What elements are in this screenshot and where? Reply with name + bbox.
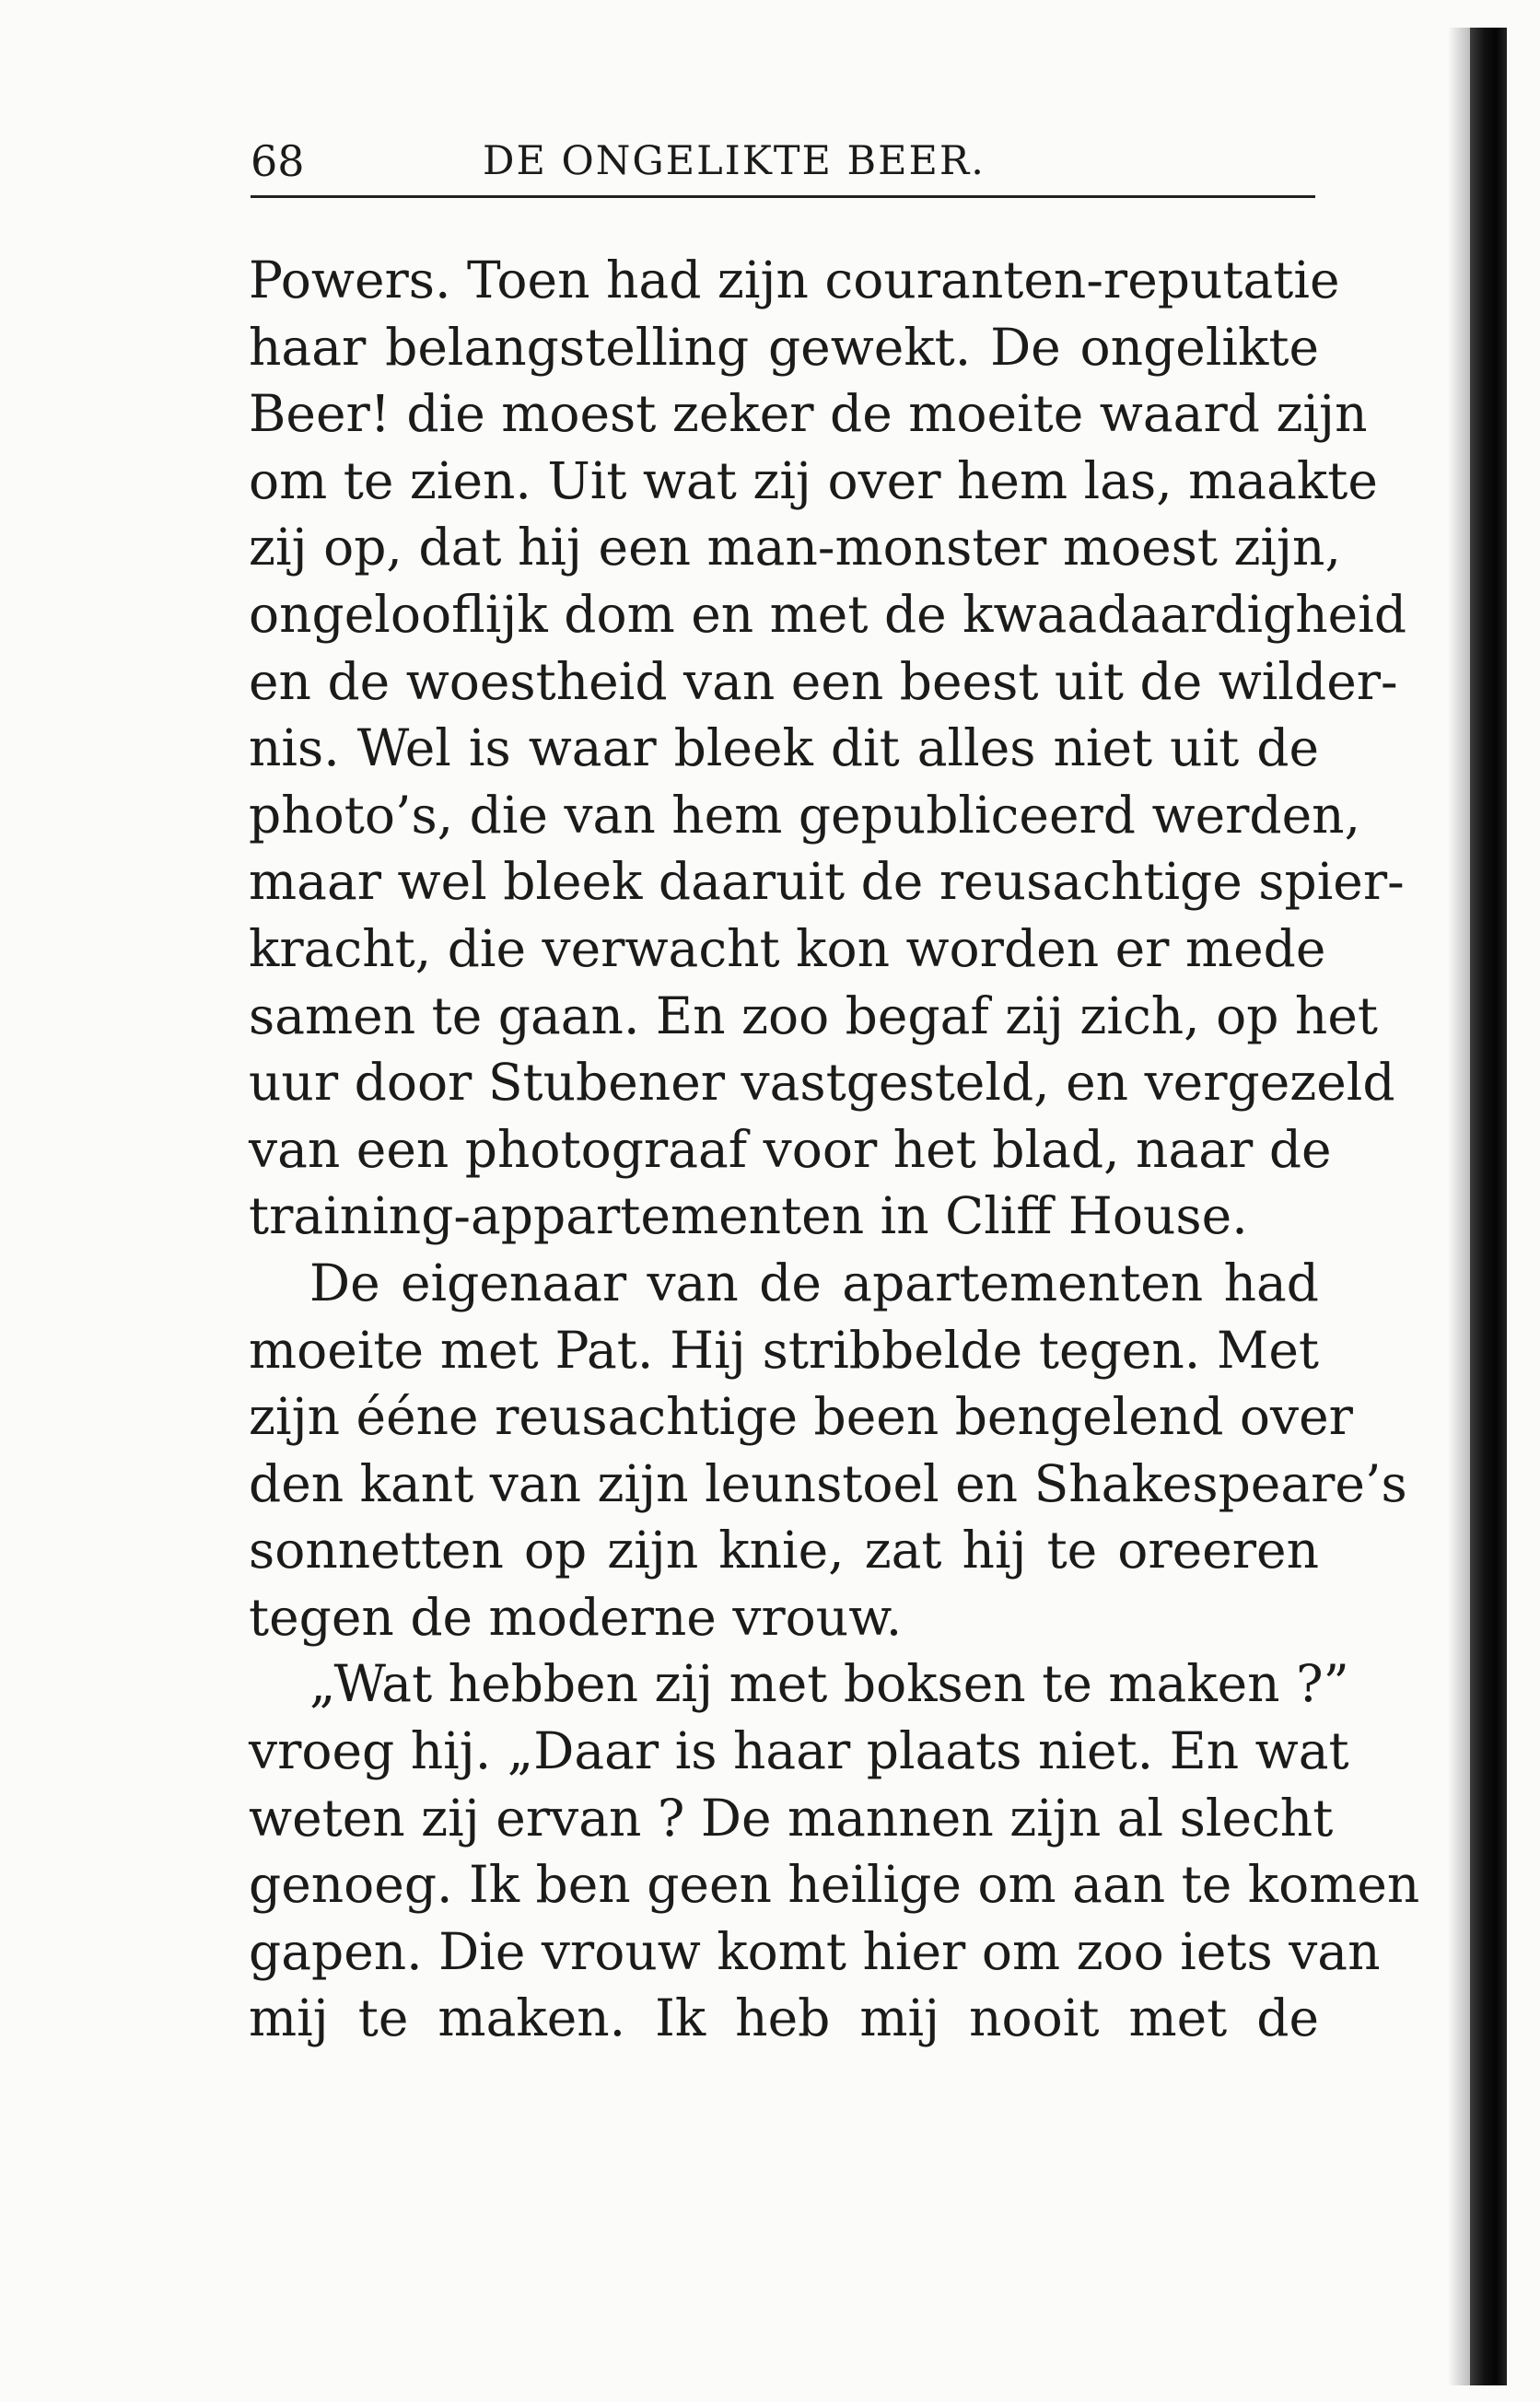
text-line: training-appartementen in Cliff House. [249, 1186, 1248, 1246]
text-line: haar belangstelling gewekt. De ongelikte [249, 317, 1319, 377]
text-line: nis. Wel is waar bleek dit alles niet uit de [249, 718, 1319, 778]
page-number: 68 [251, 136, 305, 186]
text-line: „Wat hebben zij met boksen te maken ?” [309, 1654, 1349, 1714]
text-line: van een photograaf voor het blad, naar de [249, 1119, 1332, 1179]
text-line: photo’s, die van hem gepubliceerd werden, [249, 785, 1361, 845]
text-line: weten zij ervan ? De mannen zijn al slecht [249, 1788, 1334, 1848]
text-line: gapen. Die vrouw komt hier om zoo iets van [249, 1921, 1381, 1981]
binding-shadow-soft [1448, 28, 1470, 2385]
page-header [251, 129, 1315, 193]
text-line: samen te gaan. En zoo begaf zij zich, op het [249, 985, 1379, 1045]
text-line: ongelooflijk dom en met de kwaadaardigheid [249, 584, 1407, 644]
text-line: genoeg. Ik ben geen heilige om aan te komen [249, 1855, 1420, 1915]
text-line: Powers. Toen had zijn couranten-reputatie [249, 251, 1340, 309]
text-line: De eigenaar van de apartementen had [309, 1253, 1319, 1312]
text-line: en de woestheid van een beest uit de wilder- [249, 651, 1398, 711]
text-line: sonnetten op zijn knie, zat hij te oreeren [249, 1521, 1319, 1580]
body-text [249, 247, 1420, 2052]
text-line: Beer! die moest zeker de moeite waard zijn [249, 384, 1368, 444]
running-title: DE ONGELIKTE BEER. [483, 138, 986, 184]
text-line: zijn ééne reusachtige been bengelend over [249, 1387, 1353, 1447]
text-line: om te zien. Uit wat zij over hem las, maakte [249, 450, 1378, 510]
binding-edge [1470, 28, 1507, 2385]
text-line: tegen de moderne vrouw. [249, 1587, 903, 1647]
text-line: uur door Stubener vastgesteld, en vergezeld [249, 1053, 1395, 1113]
text-line: vroeg hij. „Daar is haar plaats niet. En wat [249, 1721, 1349, 1781]
text-line: maar wel bleek daaruit de reusachtige spier- [249, 852, 1405, 912]
text-line: zij op, dat hij een man-monster moest zijn, [249, 518, 1341, 577]
text-line: moeite met Pat. Hij stribbelde tegen. Met [249, 1320, 1319, 1380]
header-rule [251, 195, 1315, 198]
text-line: mij te maken. Ik heb mij nooit met de [249, 1988, 1319, 2048]
text-line: den kant van zijn leunstoel en Shakespeare’s [249, 1453, 1407, 1513]
text-line: kracht, die verwacht kon worden er mede [249, 918, 1326, 978]
